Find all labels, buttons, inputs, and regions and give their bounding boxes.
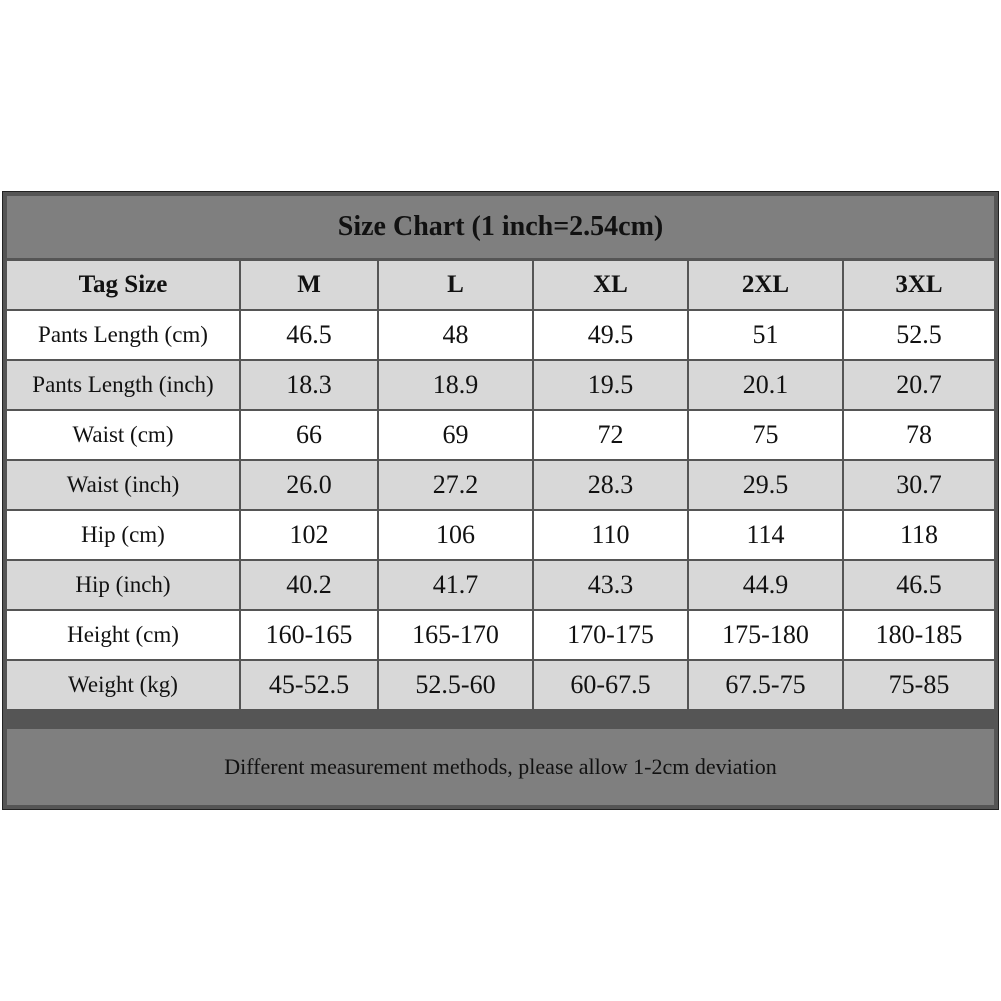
table-row xyxy=(7,511,994,561)
table-cell: 20.7 xyxy=(844,361,994,411)
header-cell-2xl: 2XL xyxy=(689,261,844,311)
row-label: Pants Length (inch) xyxy=(7,361,241,411)
table-cell: 45-52.5 xyxy=(241,661,379,711)
table-cell: 69 xyxy=(379,411,534,461)
header-row xyxy=(7,261,994,311)
row-label: Waist (inch) xyxy=(7,461,241,511)
table-cell: 40.2 xyxy=(241,561,379,611)
table-row xyxy=(7,561,994,611)
size-chart xyxy=(2,191,999,810)
table-row xyxy=(7,361,994,411)
row-label: Weight (kg) xyxy=(7,661,241,711)
table-row xyxy=(7,461,994,511)
table-cell: 30.7 xyxy=(844,461,994,511)
table-cell: 43.3 xyxy=(534,561,689,611)
table-row xyxy=(7,411,994,461)
table-cell: 170-175 xyxy=(534,611,689,661)
row-label: Hip (inch) xyxy=(7,561,241,611)
table-cell: 66 xyxy=(241,411,379,461)
table-cell: 110 xyxy=(534,511,689,561)
table-cell: 75-85 xyxy=(844,661,994,711)
row-label: Hip (cm) xyxy=(7,511,241,561)
table-cell: 165-170 xyxy=(379,611,534,661)
table-row xyxy=(7,611,994,661)
table-cell: 46.5 xyxy=(241,311,379,361)
table-cell: 18.3 xyxy=(241,361,379,411)
table-cell: 46.5 xyxy=(844,561,994,611)
table-cell: 160-165 xyxy=(241,611,379,661)
header-cell-m: M xyxy=(241,261,379,311)
table-cell: 175-180 xyxy=(689,611,844,661)
table-cell: 118 xyxy=(844,511,994,561)
table-cell: 26.0 xyxy=(241,461,379,511)
table-row xyxy=(7,311,994,361)
table-cell: 51 xyxy=(689,311,844,361)
row-label: Pants Length (cm) xyxy=(7,311,241,361)
header-cell-tag-size: Tag Size xyxy=(7,261,241,311)
header-cell-l: L xyxy=(379,261,534,311)
table-cell: 75 xyxy=(689,411,844,461)
size-table xyxy=(7,261,994,711)
table-cell: 60-67.5 xyxy=(534,661,689,711)
chart-title: Size Chart (1 inch=2.54cm) xyxy=(7,196,994,258)
row-label: Height (cm) xyxy=(7,611,241,661)
table-cell: 106 xyxy=(379,511,534,561)
table-cell: 41.7 xyxy=(379,561,534,611)
header-cell-3xl: 3XL xyxy=(844,261,994,311)
table-cell: 20.1 xyxy=(689,361,844,411)
table-cell: 52.5-60 xyxy=(379,661,534,711)
table-cell: 29.5 xyxy=(689,461,844,511)
table-cell: 27.2 xyxy=(379,461,534,511)
table-cell: 18.9 xyxy=(379,361,534,411)
table-cell: 52.5 xyxy=(844,311,994,361)
table-cell: 28.3 xyxy=(534,461,689,511)
table-cell: 49.5 xyxy=(534,311,689,361)
table-cell: 102 xyxy=(241,511,379,561)
header-cell-xl: XL xyxy=(534,261,689,311)
table-cell: 180-185 xyxy=(844,611,994,661)
table-cell: 67.5-75 xyxy=(689,661,844,711)
footnote: Different measurement methods, please allow 1-2cm deviation xyxy=(7,729,994,805)
table-cell: 48 xyxy=(379,311,534,361)
table-cell: 19.5 xyxy=(534,361,689,411)
table-cell: 72 xyxy=(534,411,689,461)
table-row xyxy=(7,661,994,711)
table-cell: 78 xyxy=(844,411,994,461)
table-cell: 44.9 xyxy=(689,561,844,611)
row-label: Waist (cm) xyxy=(7,411,241,461)
table-cell: 114 xyxy=(689,511,844,561)
